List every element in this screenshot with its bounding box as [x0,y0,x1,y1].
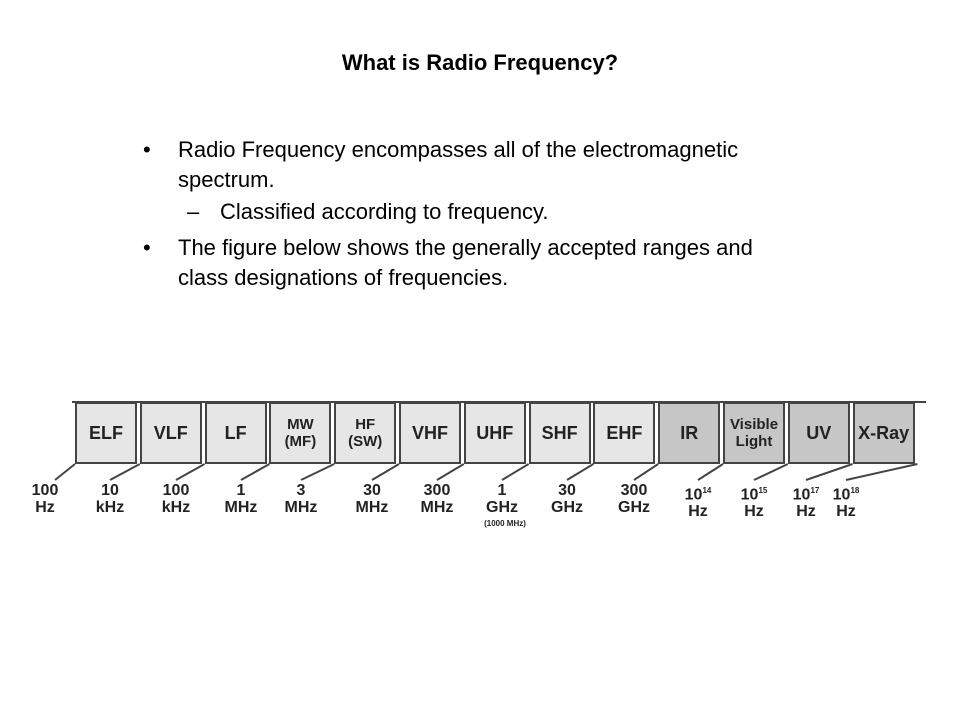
boundary-tick [437,464,464,480]
boundary-unit: MHz [224,499,258,516]
boundary-label [271,482,331,516]
boundary-label [407,482,467,516]
boundary-unit: Hz [35,499,55,516]
boundary-unit: GHz [486,499,518,516]
boundary-value: 300 [423,482,451,499]
boundary-unit: Hz [836,503,856,521]
band-lf: LF [205,402,267,464]
boundary-unit: kHz [95,499,125,516]
band-uhf: UHF [464,402,526,464]
boundary-label [15,482,75,516]
boundary-tick [502,464,529,480]
boundary-value: 30 [363,482,381,499]
boundary-tick [698,464,723,480]
boundary-value: 1 [236,482,246,499]
boundary-unit: MHz [420,499,454,516]
band-ir: IR [658,402,720,464]
boundary-value: 10 [101,482,119,499]
boundary-unit: Hz [796,503,816,521]
boundary-value: 100 [162,482,190,499]
band-vhf: VHF [399,402,461,464]
boundary-tick [754,464,788,480]
boundary-tick [241,464,269,480]
band-shf: SHF [529,402,591,464]
boundary-label [472,482,532,516]
band-uv: UV [788,402,850,464]
boundary-unit: kHz [161,499,191,516]
band-visible-light: Visible Light [723,402,785,464]
boundary-tick [634,464,658,480]
boundary-tick [806,464,853,480]
band-ehf: EHF [593,402,655,464]
band-hf-sw: HF (SW) [334,402,396,464]
boundary-value: 1 [497,482,507,499]
boundary-exponent: 18 [850,486,860,495]
bullet-mark: • [143,137,151,162]
boundary-value: 30 [558,482,576,499]
boundary-value: 100 [31,482,59,499]
boundary-unit: GHz [618,499,650,516]
boundary-tick [846,464,917,480]
boundary-tick [110,464,140,480]
slide-title: What is Radio Frequency? [341,50,619,75]
boundary-unit: MHz [284,499,318,516]
boundary-label [604,482,664,516]
boundary-value: 300 [620,482,648,499]
band-mw-mf: MW (MF) [269,402,331,464]
boundary-label [816,482,876,520]
boundary-exponent: 15 [758,486,768,495]
boundary-unit: GHz [551,499,583,516]
spectrum-bands [70,402,926,466]
bullet-text: Classified according to frequency. [220,199,549,224]
boundary-value: 10 [740,486,759,504]
boundary-tick [301,464,334,480]
boundary-tick [372,464,399,480]
bullet-text: Radio Frequency encompasses all of the electromagnetic spectrum. [178,137,739,192]
boundary-tick [567,464,593,480]
boundary-tick [176,464,205,480]
bullet-text: The figure below shows the generally accepted ranges and class designations of frequencies. [178,235,753,290]
band-x-ray: X-Ray [853,402,915,464]
boundary-exponent: 17 [810,486,820,495]
boundary-unit: Hz [744,503,764,521]
boundary-value: 10 [792,486,811,504]
boundary-unit: MHz [355,499,389,516]
boundary-label [724,482,784,520]
boundary-label [146,482,206,516]
boundary-label [211,482,271,516]
boundary-label [80,482,140,516]
bullet-mark: – [187,199,200,224]
boundary-label [537,482,597,516]
boundary-unit: Hz [688,503,708,521]
boundary-value: 10 [684,486,703,504]
band-vlf: VLF [140,402,202,464]
boundary-tick [55,464,75,480]
boundary-value: 3 [296,482,306,499]
bullet-mark: • [143,235,151,260]
frequency-note: (1000 MHz) [484,519,526,528]
boundary-exponent: 14 [702,486,712,495]
band-elf: ELF [75,402,137,464]
boundary-label [342,482,402,516]
boundary-label [668,482,728,520]
boundary-value: 10 [832,486,851,504]
